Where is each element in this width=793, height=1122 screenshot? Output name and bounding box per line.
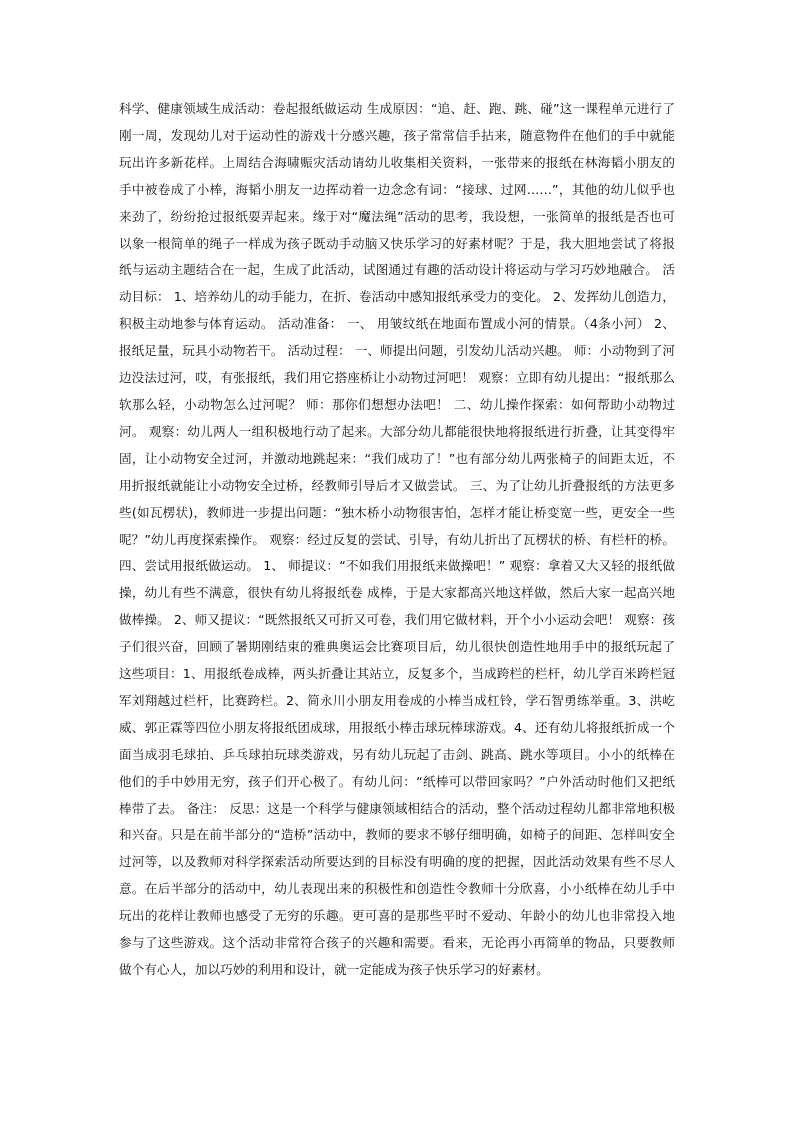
- document-body: [119, 96, 675, 984]
- body-paragraph: 科学、健康领域生成活动：卷起报纸做运动 生成原因：“追、赶、跑、跳、碰”这一课程单元进行了刚一周，发现幼儿对于运动性的游戏十分感兴趣，孩子常常信手拈来，随意物件在他们的手中就能玩出许多新花样。上周结合海啸赈灾活动请幼儿收集相关资料，一张带来的报纸在林海韬小朋友的手中被卷成了小棒，海韬小朋友一边挥动着一边念念有词：“接球、过网……”，其他的幼儿似乎也来劲了，纷纷抢过报纸耍弄起来。缘于对“魔法绳”活动的思考，我设想，一张简单的报纸是否也可以象一根简单的绳子一样成为孩子既动手动脑又快乐学习的好素材呢？于是，我大胆地尝试了将报纸与运动主题结合在一起，生成了此活动，试图通过有趣的活动设计将运动与学习巧妙地融合。 活动目标： 1、培养幼儿的动手能力，在折、卷活动中感知报纸承受力的变化。 2、发挥幼儿创造力，积极主动地参与体育运动。 活动准备： 一、 用皱纹纸在地面布置成小河的情景。（4条小河） 2、 报纸足量，玩具小动物若干。 活动过程： 一、师提出问题，引发幼儿活动兴趣。 师：小动物到了河边没法过河，哎，有张报纸，我们用它搭座桥让小动物过河吧！ 观察：立即有幼儿提出：“报纸那么软那么轻，小动物怎么过河呢？ 师：那你们想想办法吧！ 二、幼儿操作探索：如何帮助小动物过河。 观察：幼儿两人一组积极地行动了起来。大部分幼儿都能很快地将报纸进行折叠，让其变得牢固，让小动物安全过河，并激动地跳起来：“我们成功了！”也有部分幼儿两张椅子的间距太近，不用折报纸就能让小动物安全过桥，经教师引导后才又做尝试。 三、为了让幼儿折叠报纸的方法更多些(如瓦楞状)，教师进一步提出问题：“独木桥小动物很害怕，怎样才能让桥变宽一些，更安全一些呢？”幼儿再度探索操作。 观察：经过反复的尝试、引导，有幼儿折出了瓦楞状的桥、有栏杆的桥。 四、尝试用报纸做运动。 1、 师提议：“不如我们用报纸来做操吧！” 观察：拿着又大又轻的报纸做操，幼儿有些不满意，很快有幼儿将报纸卷 成棒，于是大家都高兴地这样做，然后大家一起高兴地做棒操。 2、师又提议：“既然报纸又可折又可卷，我们用它做材料，开个小小运动会吧！ 观察：孩子们很兴奋，回顾了暑期刚结束的雅典奥运会比赛项目后，幼儿很快创造性地用手中的报纸玩起了这些项目：1、用报纸卷成棒，两头折叠让其站立，反复多个，当成跨栏的栏杆，幼儿学百米跨栏冠军刘翔越过栏杆，比赛跨栏。2、简永川小朋友用卷成的小棒当成杠铃，学石智勇练举重。3、洪屹威、郭正霖等四位小朋友将报纸团成球，用报纸小棒击球玩棒球游戏。4、还有幼儿将报纸折成一个面当成羽毛球拍、乒乓球拍玩球类游戏，另有幼儿玩起了击剑、跳高、跳水等项目。小小的纸棒在他们的手中妙用无穷，孩子们开心极了。有幼儿问：“纸棒可以带回家吗？”户外活动时他们又把纸棒带了去。 备注： 反思：这是一个科学与健康领域相结合的活动，整个活动过程幼儿都非常地积极和兴奋。只是在前半部分的“造桥”活动中，教师的要求不够仔细明确，如椅子的间距、怎样叫安全过河等，以及教师对科学探索活动所要达到的目标没有明确的度的把握，因此活动效果有些不尽人意。在后半部分的活动中，幼儿表现出来的积极性和创造性令教师十分欣喜，小小纸棒在幼儿手中玩出的花样让教师也感受了无穷的乐趣。更可喜的是那些平时不爱动、年龄小的幼儿也非常投入地参与了这些游戏。这个活动非常符合孩子的兴趣和需要。看来，无论再小再简单的物品，只要教师做个有心人，加以巧妙的利用和设计，就一定能成为孩子快乐学习的好素材。: [119, 101, 675, 977]
